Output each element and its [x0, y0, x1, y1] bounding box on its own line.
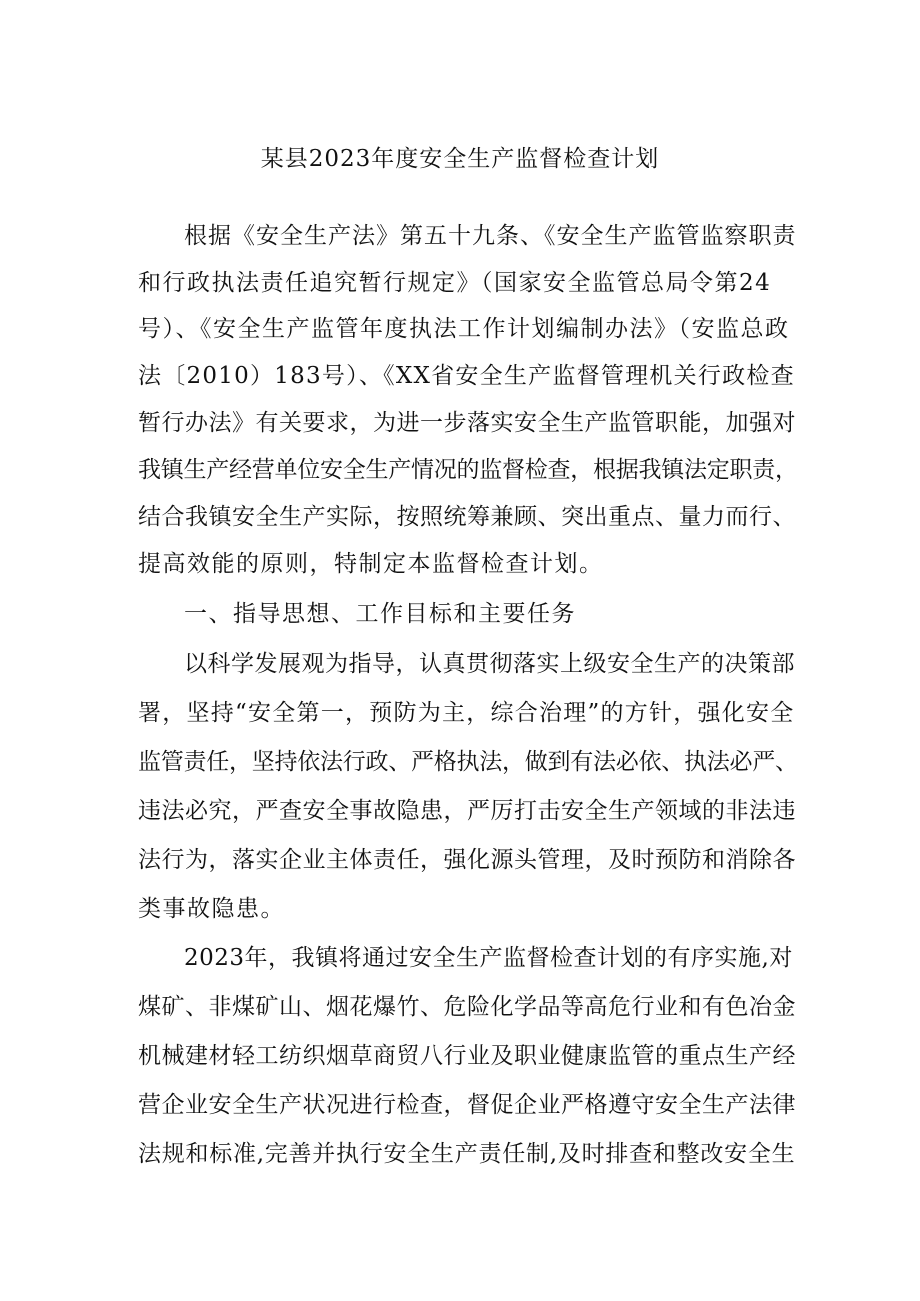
paragraph-2-line-4: 违法必究，严查安全事故隐患，严厉打击安全生产领域的非法违	[138, 798, 796, 824]
paragraph-1-line-5: 暂行办法》有关要求，为进一步落实安全生产监管职能，加强对	[138, 410, 796, 436]
paragraph-1-line-2: 和行政执法责任追究暂行规定》（国家安全监管总局令第24	[138, 270, 772, 296]
paragraph-1-line-6: 我镇生产经营单位安全生产情况的监督检查，根据我镇法定职责，	[138, 457, 798, 483]
paragraph-1-line-7: 结合我镇安全生产实际，按照统筹兼顾、突出重点、量力而行、	[138, 504, 796, 530]
paragraph-1-line-1: 根据《安全生产法》第五十九条、《安全生产监管监察职责	[184, 223, 797, 249]
document-title: 某县2023年度安全生产监督检查计划	[260, 146, 660, 172]
paragraph-3-line-1: 2023年，我镇将通过安全生产监督检查计划的有序实施,对	[184, 945, 793, 971]
paragraph-3-line-2: 煤矿、非煤矿山、烟花爆竹、危险化学品等高危行业和有色冶金	[138, 994, 796, 1020]
paragraph-2-line-3: 监管责任，坚持依法行政、严格执法，做到有法必依、执法必严、	[138, 749, 798, 775]
paragraph-3-line-3: 机械建材轻工纺织烟草商贸八行业及职业健康监管的重点生产经	[138, 1043, 796, 1069]
paragraph-1-line-3: 号）、《安全生产监管年度执法工作计划编制办法》（安监总政	[138, 316, 790, 342]
section-heading-1: 一、指导思想、工作目标和主要任务	[184, 601, 576, 627]
paragraph-2-line-6: 类事故隐患。	[138, 896, 285, 922]
paragraph-1-line-8: 提高效能的原则，特制定本监督检查计划。	[138, 551, 604, 577]
paragraph-2-line-5: 法行为，落实企业主体责任，强化源头管理，及时预防和消除各	[138, 847, 796, 873]
paragraph-3-line-4: 营企业安全生产状况进行检查，督促企业严格遵守安全生产法律	[138, 1092, 796, 1118]
paragraph-1-line-4: 法〔2010）183号）、《XX省安全生产监督管理机关行政检查	[138, 363, 795, 389]
paragraph-2-line-2: 署，坚持“安全第一，预防为主，综合治理”的方针，强化安全	[138, 700, 795, 726]
paragraph-2-line-1: 以科学发展观为指导，认真贯彻落实上级安全生产的决策部	[184, 651, 795, 677]
paragraph-3-line-5: 法规和标准,完善并执行安全生产责任制,及时排查和整改安全生	[138, 1141, 796, 1167]
